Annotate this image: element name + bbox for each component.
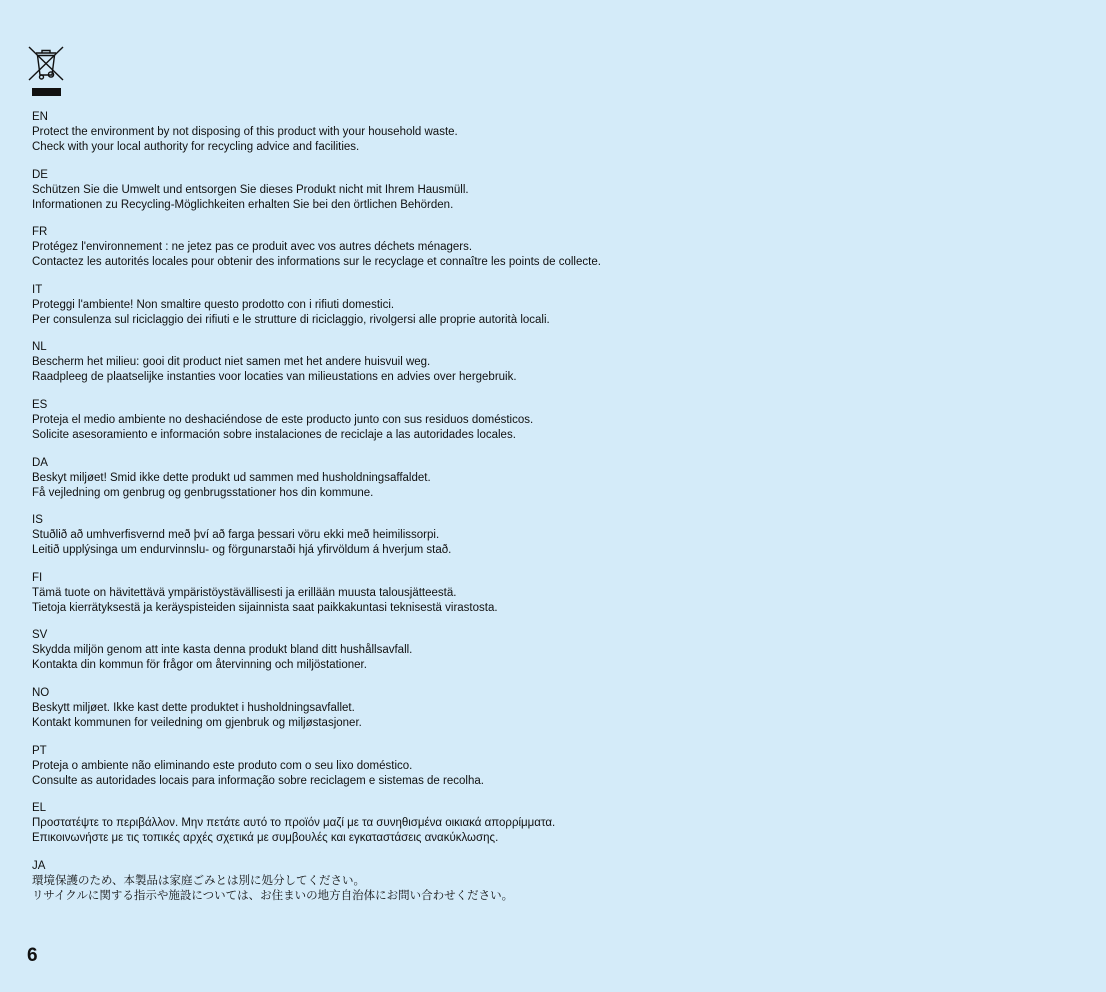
- language-code: JA: [32, 859, 46, 872]
- notice-line: Consulte as autoridades locais para informação sobre reciclagem e sistemas de recolha.: [32, 774, 484, 787]
- language-code: DA: [32, 456, 48, 469]
- notice-line: Protect the environment by not disposing of this product with your household waste.: [32, 126, 458, 138]
- language-section-nl: [32, 340, 1072, 398]
- language-section-it: [32, 283, 1072, 341]
- notice-line: Επικοινωνήστε με τις τοπικές αρχές σχετικά με συμβουλές και εγκαταστάσεις ανακύκλωσης.: [32, 832, 499, 845]
- language-section-el: [32, 801, 1072, 859]
- language-code: NO: [32, 686, 50, 699]
- notice-line: Per consulenza sul riciclaggio dei rifiuti e le strutture di riciclaggio, rivolgersi alle proprie autorità locali.: [32, 313, 550, 326]
- language-section-fr: [32, 225, 1072, 283]
- page-number: 6: [27, 945, 38, 966]
- notice-line: Skydda miljön genom att inte kasta denna produkt bland ditt hushållsavfall.: [32, 644, 413, 657]
- notice-line: Beskyt miljøet! Smid ikke dette produkt ud sammen med husholdningsaffaldet.: [32, 471, 431, 484]
- notice-line: Proteja el medio ambiente no deshaciéndose de este producto junto con sus residuos domésticos.: [32, 413, 534, 426]
- notice-line: Få vejledning om genbrug og genbrugsstationer hos din kommune.: [32, 486, 374, 499]
- notice-line: Beskytt miljøet. Ikke kast dette produktet i husholdningsavfallet.: [32, 701, 355, 714]
- language-code: NL: [32, 341, 47, 354]
- notice-line: Leitið upplýsinga um endurvinnslu- og förgunarstaði hjá yfirvöldum á hverjum stað.: [32, 544, 452, 557]
- notice-line: Proteggi l'ambiente! Non smaltire questo prodotto con i rifiuti domestici.: [32, 298, 395, 311]
- language-code: DE: [32, 168, 48, 181]
- language-section-en: [32, 110, 1072, 168]
- notice-line: Tietoja kierrätyksestä ja keräyspisteiden sijainnista saat paikkakuntasi teknisestä virastosta.: [32, 601, 498, 614]
- language-code: IT: [32, 283, 43, 296]
- language-section-no: [32, 686, 1072, 744]
- notice-line: 環境保護のため、本製品は家庭ごみとは別に処分してください。: [32, 874, 366, 887]
- language-code: FI: [32, 571, 43, 584]
- notice-line: Check with your local authority for recycling advice and facilities.: [32, 141, 360, 153]
- language-code: EL: [32, 802, 47, 815]
- language-code: FR: [32, 226, 48, 239]
- disposal-notice-list: [32, 110, 1072, 916]
- crossed-out-wheelie-bin-icon: [27, 44, 65, 98]
- notice-line: Stuðlið að umhverfisvernd með því að farga þessari vöru ekki með heimilissorpi.: [32, 529, 440, 542]
- notice-line: Bescherm het milieu: gooi dit product niet samen met het andere huisvuil weg.: [32, 356, 431, 369]
- notice-line: Tämä tuote on hävitettävä ympäristöystävällisesti ja erillään muusta talousjätteestä.: [32, 586, 457, 599]
- notice-line: Informationen zu Recycling-Möglichkeiten erhalten Sie bei den örtlichen Behörden.: [32, 198, 454, 211]
- notice-line: リサイクルに関する指示や施設については、お住まいの地方自治体にお問い合わせください。: [32, 889, 514, 902]
- language-section-fi: [32, 571, 1072, 629]
- notice-line: Proteja o ambiente não eliminando este produto com o seu lixo doméstico.: [32, 759, 413, 772]
- notice-line: Schützen Sie die Umwelt und entsorgen Sie dieses Produkt nicht mit Ihrem Hausmüll.: [32, 183, 469, 196]
- language-code: SV: [32, 629, 48, 642]
- language-section-es: [32, 398, 1072, 456]
- notice-line: Protégez l'environnement : ne jetez pas ce produit avec vos autres déchets ménagers.: [32, 241, 473, 254]
- notice-line: Contactez les autorités locales pour obtenir des informations sur le recyclage et connaître les points de collecte.: [32, 256, 601, 269]
- language-code: IS: [32, 514, 43, 527]
- notice-line: Kontakta din kommun för frågor om återvinning och miljöstationer.: [32, 659, 367, 672]
- notice-line: Solicite asesoramiento e información sobre instalaciones de reciclaje a las autoridades locales.: [32, 428, 516, 441]
- language-section-sv: [32, 628, 1072, 686]
- notice-line: Raadpleeg de plaatselijke instanties voor locaties van milieustations en advies over hergebruik.: [32, 371, 517, 384]
- language-section-pt: [32, 744, 1072, 802]
- notice-line: Προστατέψτε το περιβάλλον. Μην πετάτε αυτό το προϊόν μαζί με τα συνηθισμένα οικιακά απορρίμματα.: [32, 817, 556, 830]
- language-code: EN: [32, 111, 48, 123]
- language-code: ES: [32, 398, 48, 411]
- notice-line: Kontakt kommunen for veiledning om gjenbruk og miljøstasjoner.: [32, 716, 362, 729]
- language-code: PT: [32, 744, 47, 757]
- language-section-ja: [32, 859, 1072, 917]
- language-section-de: [32, 168, 1072, 226]
- language-section-da: [32, 456, 1072, 514]
- language-section-is: [32, 513, 1072, 571]
